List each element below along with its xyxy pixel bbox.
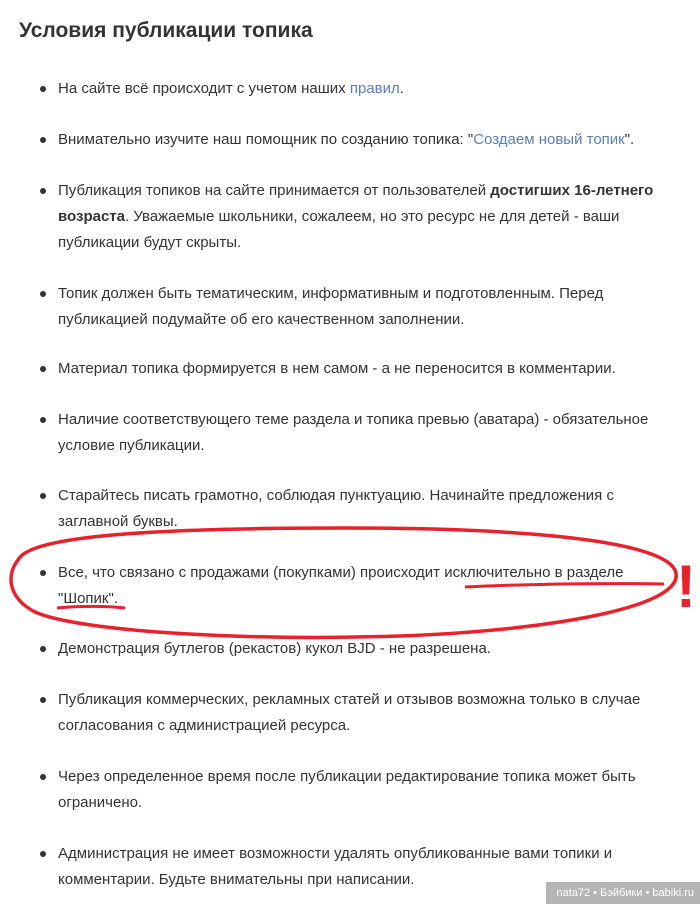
bullet-icon	[40, 137, 46, 143]
rule-text-part: Публикация топиков на сайте принимается от пользователей	[58, 182, 491, 199]
bullet-icon	[40, 188, 46, 194]
bullet-icon	[40, 851, 46, 857]
rule-text	[58, 178, 678, 256]
rule-text	[58, 127, 678, 153]
exclamation-mark-annotation: !	[676, 553, 696, 620]
rule-text: Администрация не имеет возможности удалять опубликованные вами топики и комментарии. Будьте внимательны при написании.	[58, 845, 613, 888]
rule-text: Демонстрация бутлегов (рекастов) кукол BJD - не разрешена.	[58, 640, 491, 657]
rule-text-part: Внимательно изучите наш помощник по созданию топика: "	[58, 131, 474, 148]
bullet-icon	[40, 646, 46, 652]
bullet-icon	[40, 86, 46, 92]
create-topic-link[interactable]: Создаем новый топик	[473, 131, 625, 148]
rule-text: Старайтесь писать грамотно, соблюдая пунктуацию. Начинайте предложения с заглавной буквы.	[58, 487, 614, 530]
bullet-icon	[40, 570, 46, 576]
shop-section-link[interactable]: "Шопик"	[58, 590, 114, 607]
rule-text: Топик должен быть тематическим, информативным и подготовленным. Перед публикацией подумайте об его качественном заполнении.	[58, 285, 604, 328]
rule-text	[58, 560, 678, 612]
bullet-icon	[40, 366, 46, 372]
rule-text: Наличие соответствующего теме раздела и топика превью (аватара) - обязательное условие публикации.	[58, 411, 649, 454]
bullet-icon	[40, 291, 46, 297]
rule-bold-text: достигших 16-летнего возраста	[58, 182, 654, 225]
rule-text: Публикация коммерческих, рекламных статей и отзывов возможна только в случае согласования с администрацией ресурса.	[58, 691, 641, 734]
rule-text: Через определенное время после публикации редактирование топика может быть ограничено.	[58, 768, 636, 811]
rule-text-part: Все, что связано с продажами (покупками) происходит исключительно в разделе	[58, 564, 624, 581]
bullet-icon	[40, 774, 46, 780]
rule-text: Материал топика формируется в нем самом - а не переносится в комментарии.	[58, 360, 616, 377]
watermark: nata72 • Бэйбики • babiki.ru	[546, 882, 700, 904]
rule-text-part: .	[113, 590, 118, 607]
rule-text-part: На сайте всё происходит с учетом наших	[58, 80, 350, 97]
rule-text-part: . Уважаемые школьники, сожалеем, но это ресурс не для детей - ваши публикации будут скрыты.	[58, 208, 620, 251]
rule-text	[58, 76, 678, 102]
page-title: Условия публикации топика	[19, 19, 313, 42]
rules-link[interactable]: правил	[349, 80, 400, 97]
bullet-icon	[40, 697, 46, 703]
rule-text-part: ".	[624, 131, 635, 148]
bullet-icon	[40, 417, 46, 423]
rule-text-part: .	[399, 80, 404, 97]
bullet-icon	[40, 493, 46, 499]
